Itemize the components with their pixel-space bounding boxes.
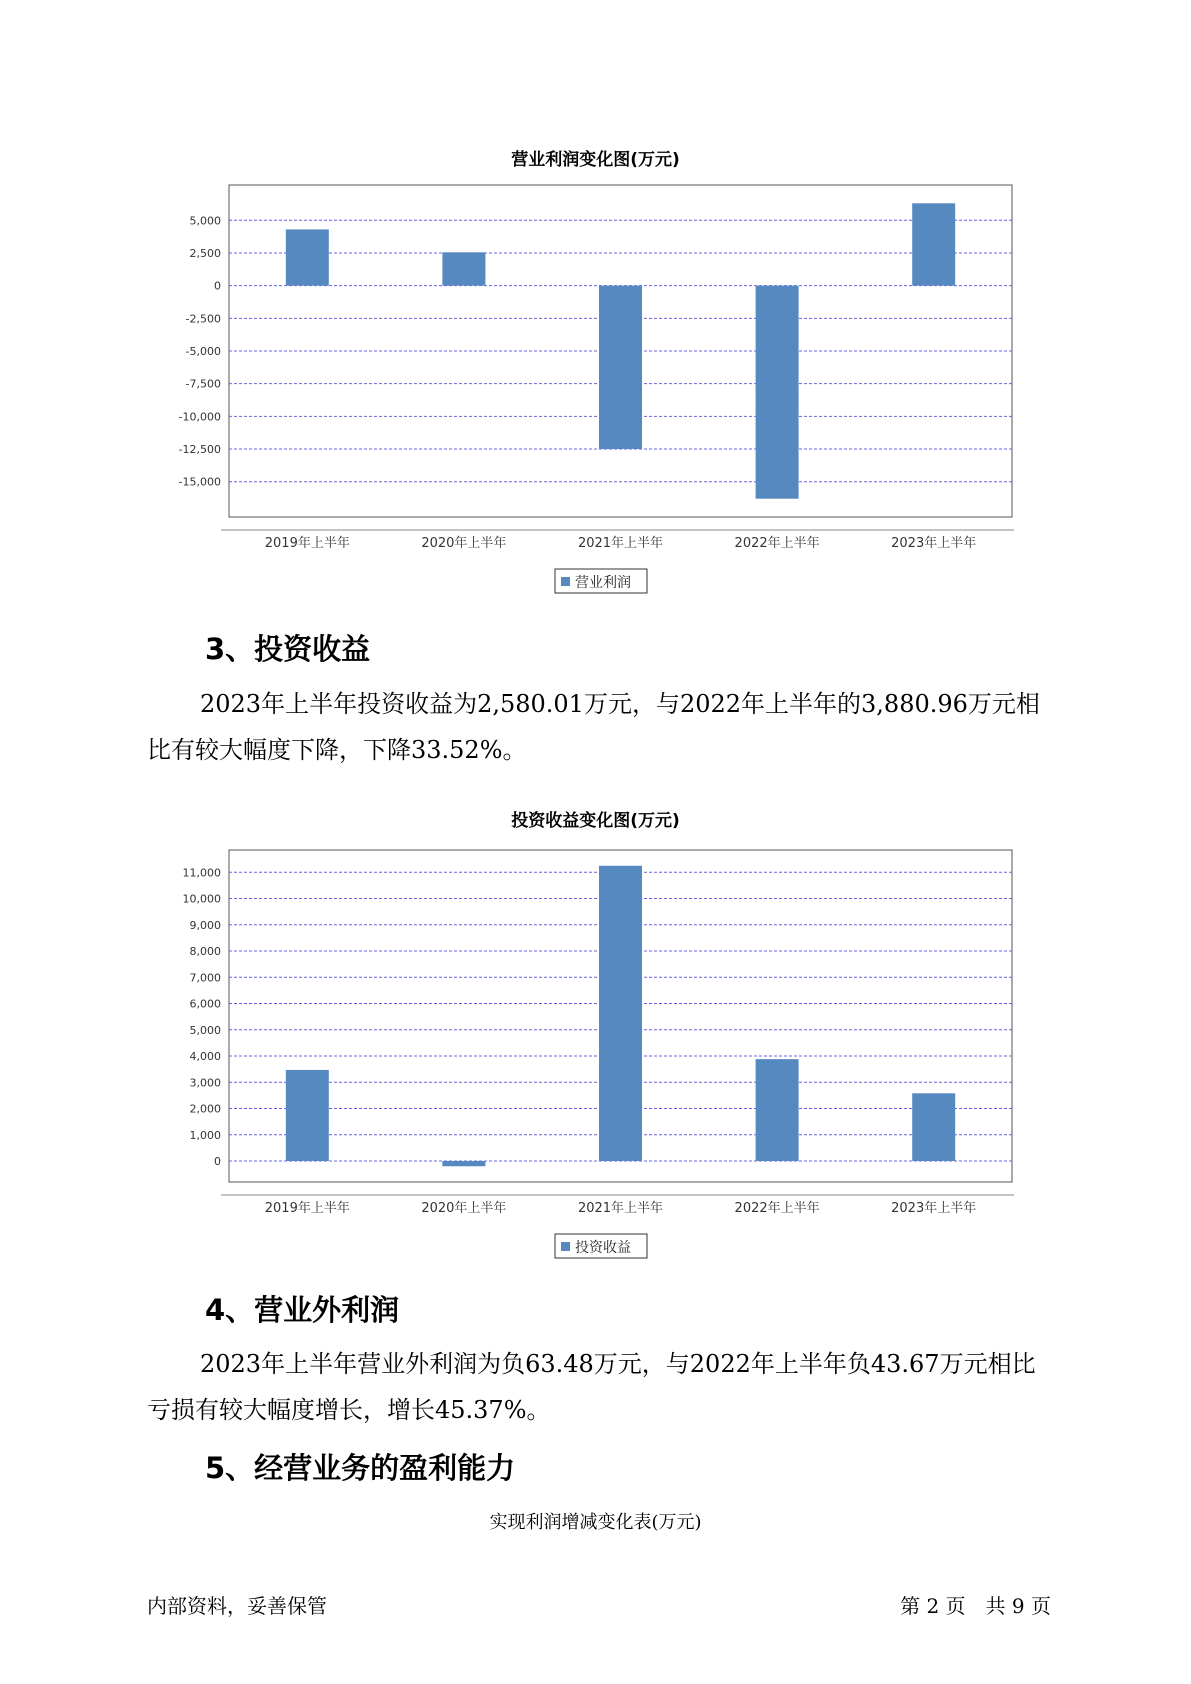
y-tick-label: -12,500 bbox=[178, 443, 221, 457]
legend-swatch bbox=[561, 1242, 570, 1251]
bar-2019年上半年 bbox=[286, 229, 329, 285]
y-tick-label: 7,000 bbox=[189, 971, 221, 985]
y-tick-label: 9,000 bbox=[189, 918, 221, 932]
x-tick-label: 2019年上半年 bbox=[264, 1201, 350, 1216]
y-tick-label: -7,500 bbox=[185, 377, 221, 391]
y-tick-label: 5,000 bbox=[189, 214, 221, 228]
x-tick-label: 2021年上半年 bbox=[577, 1201, 664, 1216]
heading-non-operating-profit: 4、营业外利润 bbox=[205, 1293, 400, 1327]
x-tick-label: 2023年上半年 bbox=[891, 536, 977, 551]
y-tick-label: 11,000 bbox=[182, 866, 221, 880]
bar-2023年上半年 bbox=[912, 203, 955, 285]
legend-label: 营业利润 bbox=[575, 575, 631, 591]
table-caption: 实现利润增减变化表(万元) bbox=[489, 1512, 702, 1533]
y-tick-label: -15,000 bbox=[178, 475, 221, 489]
x-tick-label: 2022年上半年 bbox=[734, 536, 820, 551]
legend-swatch bbox=[561, 577, 570, 586]
bar-2022年上半年 bbox=[756, 1059, 799, 1161]
investment-income-chart bbox=[0, 835, 1191, 1255]
x-tick-label: 2020年上半年 bbox=[421, 1201, 507, 1216]
y-tick-label: 8,000 bbox=[189, 945, 221, 959]
x-tick-label: 2023年上半年 bbox=[891, 1201, 977, 1216]
legend-label: 投资收益 bbox=[575, 1240, 631, 1256]
y-tick-label: 4,000 bbox=[189, 1050, 221, 1064]
y-tick-label: 0 bbox=[214, 1155, 221, 1169]
y-tick-label: 3,000 bbox=[189, 1076, 221, 1090]
bar-2020年上半年 bbox=[442, 252, 485, 285]
chart-title-operating-profit: 营业利润变化图(万元) bbox=[511, 150, 680, 170]
paragraph-investment-income: 2023年上半年投资收益为2,580.01万元，与2022年上半年的3,880.96万元相比有较大幅度下降，下降33.52%。 bbox=[147, 690, 1040, 764]
heading-investment-income: 3、投资收益 bbox=[205, 632, 371, 666]
x-tick-label: 2019年上半年 bbox=[264, 536, 350, 551]
bar-2021年上半年 bbox=[599, 286, 642, 449]
footer-confidential: 内部资料，妥善保管 bbox=[147, 1594, 327, 1618]
bar-2021年上半年 bbox=[599, 866, 642, 1161]
bar-2020年上半年 bbox=[442, 1161, 485, 1166]
x-tick-label: 2021年上半年 bbox=[577, 536, 664, 551]
heading-profitability: 5、经营业务的盈利能力 bbox=[205, 1451, 516, 1485]
y-tick-label: 2,000 bbox=[189, 1102, 221, 1116]
bar-2023年上半年 bbox=[912, 1093, 955, 1161]
operating-profit-chart bbox=[0, 170, 1191, 590]
y-tick-label: 5,000 bbox=[189, 1023, 221, 1037]
x-tick-label: 2020年上半年 bbox=[421, 536, 507, 551]
bar-2019年上半年 bbox=[286, 1070, 329, 1161]
x-tick-label: 2022年上半年 bbox=[734, 1201, 820, 1216]
y-tick-label: 10,000 bbox=[182, 892, 221, 906]
bar-2022年上半年 bbox=[756, 286, 799, 499]
y-tick-label: 1,000 bbox=[189, 1128, 221, 1142]
y-tick-label: -2,500 bbox=[185, 312, 221, 326]
footer-page-number: 第 2 页 共 9 页 bbox=[900, 1594, 1051, 1618]
y-tick-label: 6,000 bbox=[189, 997, 221, 1011]
y-tick-label: 0 bbox=[214, 279, 221, 293]
paragraph-non-operating-profit: 2023年上半年营业外利润为负63.48万元，与2022年上半年负43.67万元相比亏损有较大幅度增长，增长45.37%。 bbox=[147, 1350, 1036, 1424]
y-tick-label: -10,000 bbox=[178, 410, 221, 424]
chart-title-investment-income: 投资收益变化图(万元) bbox=[511, 811, 680, 831]
y-tick-label: -5,000 bbox=[185, 345, 221, 358]
y-tick-label: 2,500 bbox=[189, 246, 221, 260]
